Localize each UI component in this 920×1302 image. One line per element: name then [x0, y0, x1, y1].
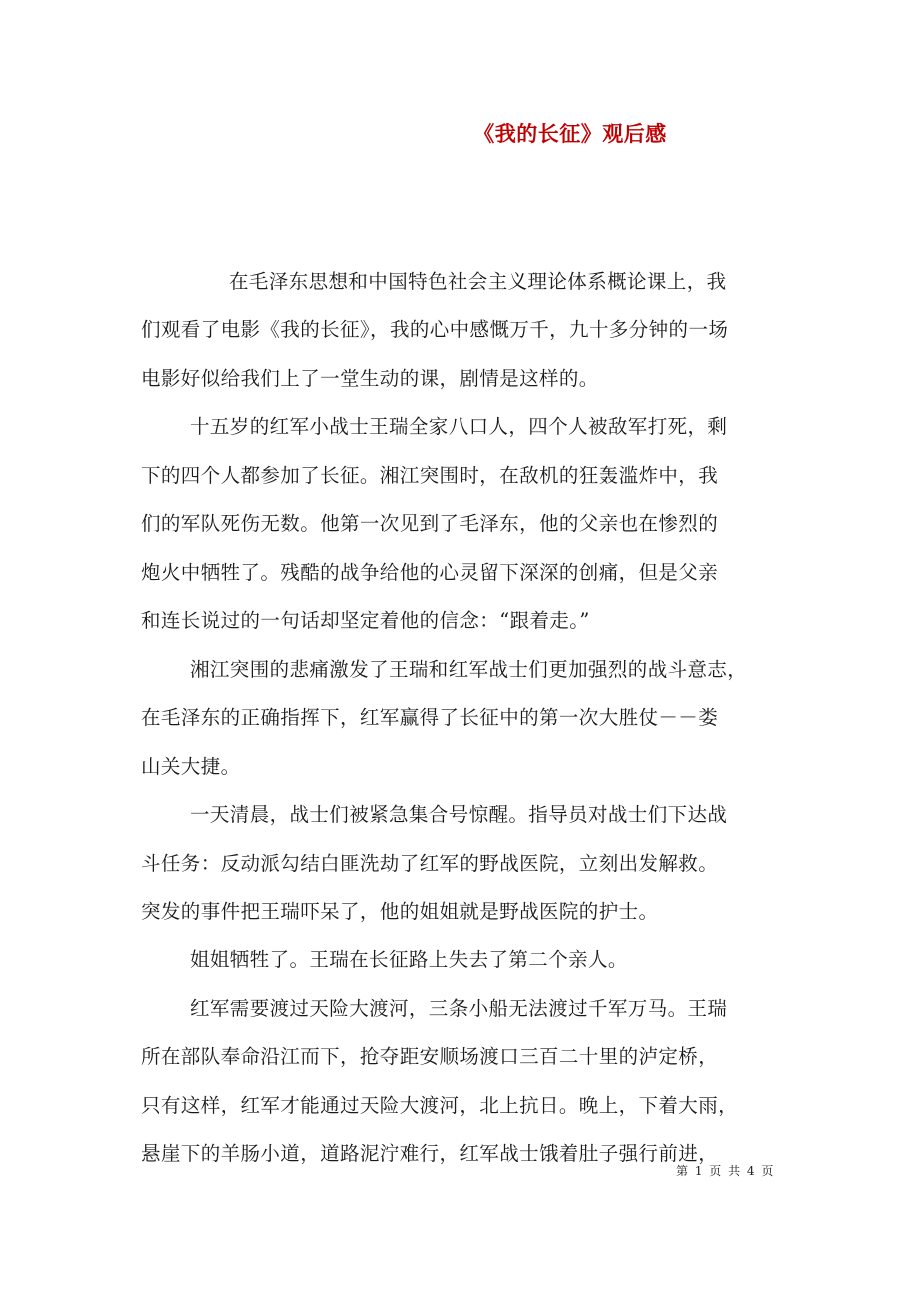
body-line: 们观看了电影《我的长征》，我的心中感慨万千，九十多分钟的一场: [141, 318, 729, 341]
body-line: 姐姐牺牲了。王瑞在长征路上失去了第二个亲人。: [190, 948, 628, 971]
body-line: 一天清晨，战士们被紧急集合号惊醒。指导员对战士们下达战: [190, 803, 728, 826]
body-line: 斗任务：反动派勾结白匪洗劫了红军的野战医院，立刻出发解救。: [141, 852, 719, 875]
body-line: 在毛泽东的正确指挥下，红军赢得了长征中的第一次大胜仗－－娄: [141, 706, 719, 729]
body-line: 电影好似给我们上了一堂生动的课，剧情是这样的。: [141, 367, 599, 390]
body-line: 山关大捷。: [141, 755, 241, 778]
page-number-footer: 第 1 页 共 4 页: [676, 1164, 775, 1178]
body-line: 湘江突围的悲痛激发了王瑞和红军战士们更加强烈的战斗意志，: [190, 658, 748, 681]
body-line: 突发的事件把王瑞吓呆了，他的姐姐就是野战医院的护士。: [141, 900, 659, 923]
body-line: 下的四个人都参加了长征。湘江突围时，在敌机的狂轰滥炸中，我: [141, 464, 719, 487]
body-line: 所在部队奉命沿江而下，抢夺距安顺场渡口三百二十里的泸定桥，: [141, 1045, 719, 1068]
body-line: 们的军队死伤无数。他第一次见到了毛泽东，他的父亲也在惨烈的: [141, 512, 719, 535]
body-line: 炮火中牺牲了。残酷的战争给他的心灵留下深深的创痛，但是父亲: [141, 561, 719, 584]
document-title: 《我的长征》观后感: [473, 121, 667, 146]
body-line: 十五岁的红军小战士王瑞全家八口人，四个人被敌军打死，剩: [190, 415, 728, 438]
body-line: 和连长说过的一句话却坚定着他的信念：“跟着走。”: [141, 609, 590, 632]
body-line: 只有这样，红军才能通过天险大渡河，北上抗日。晚上，下着大雨，: [141, 1094, 739, 1117]
body-line: 在毛泽东思想和中国特色社会主义理论体系概论课上，我: [229, 270, 727, 293]
body-line: 红军需要渡过天险大渡河，三条小船无法渡过千军万马。王瑞: [190, 997, 728, 1020]
body-line: 悬崖下的羊肠小道，道路泥泞难行，红军战士饿着肚子强行前进，: [141, 1142, 719, 1165]
